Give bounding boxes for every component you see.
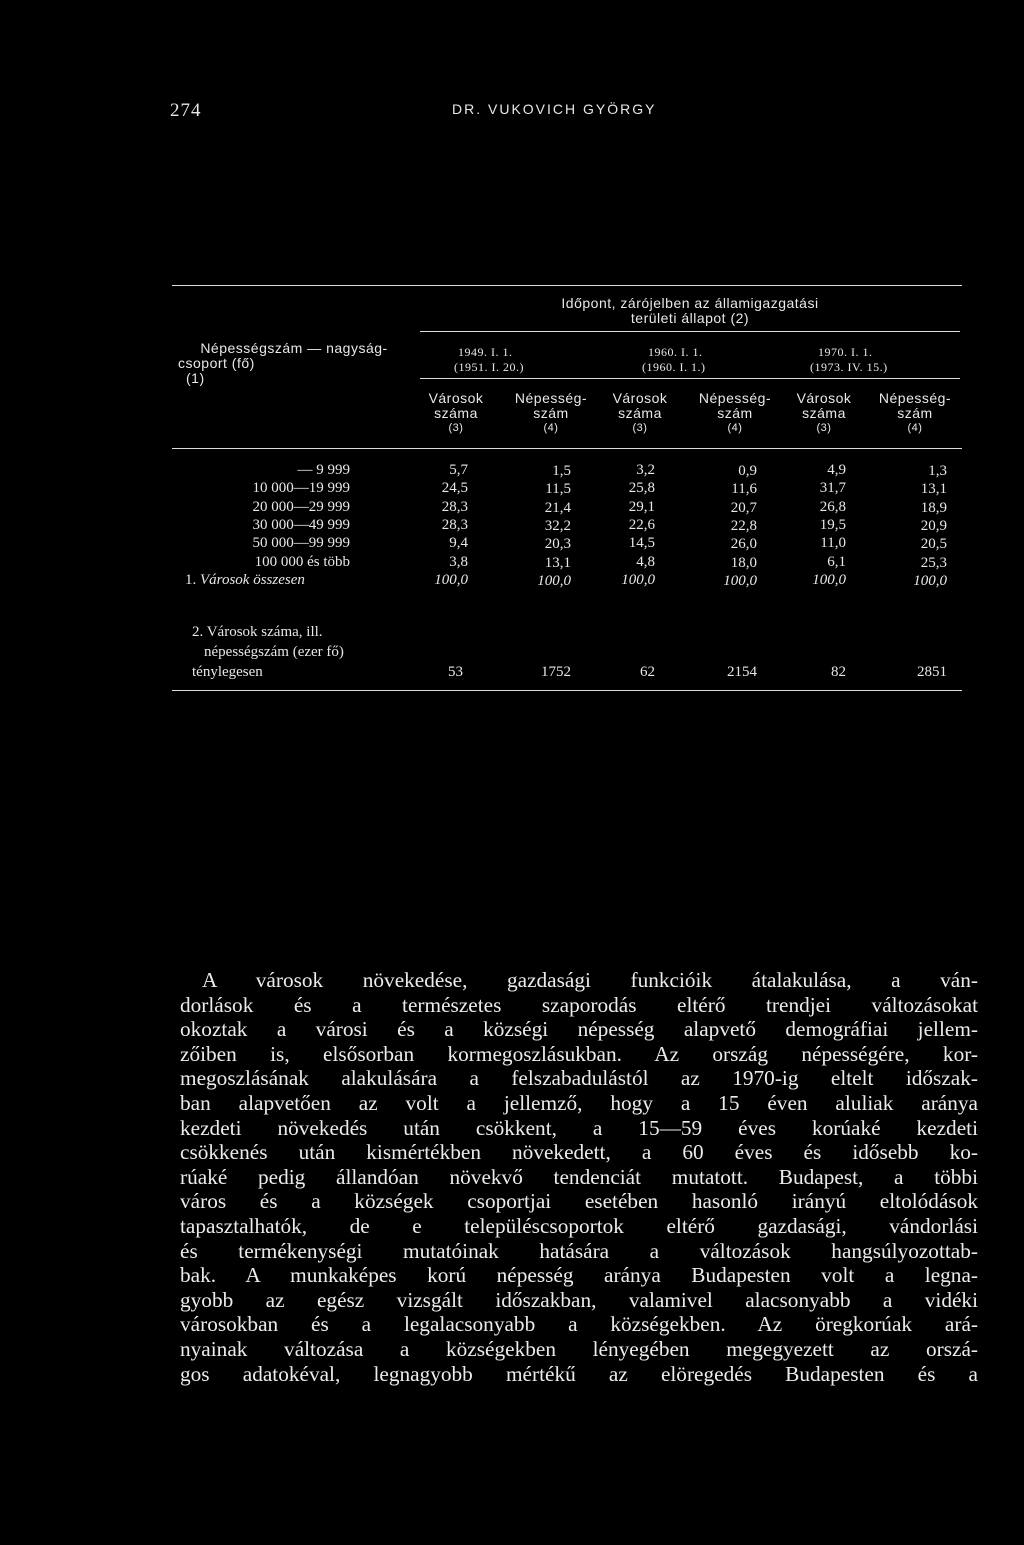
table-cell: 25,8 <box>628 480 655 497</box>
body-line: A városok növekedése, gazdasági funkcióik átalakulása, a ván- <box>202 968 978 992</box>
table-cell: 100,0 <box>434 571 468 588</box>
total-label-text: Városok összesen <box>200 571 305 588</box>
table-cell: 32,2 <box>544 517 571 534</box>
subheader-line1: Népesség- <box>514 390 588 406</box>
row-header-line2: csoport (fő) <box>178 355 255 371</box>
subheader-cities-1970 <box>786 391 862 436</box>
actual-cell: 2154 <box>727 664 757 680</box>
table-cell: 25,3 <box>920 554 947 571</box>
span-header-line1: Időpont, zárójelben az államigazgatási <box>561 295 819 311</box>
subheader-line3: (4) <box>727 422 743 434</box>
subheader-line3: (3) <box>632 422 648 434</box>
table-cell: 14,5 <box>628 535 655 552</box>
subheader-line3: (3) <box>816 422 832 434</box>
table-bottom-rule <box>172 690 962 691</box>
body-line: városokban és a legalacsonyabb a községekben. Az öregkorúak ará- <box>180 1312 978 1337</box>
subheader-pop-1949 <box>508 391 594 436</box>
body-line: ban alapvetően az volt a jellemző, hogy a 15 éven aluliak aránya <box>180 1090 978 1115</box>
date-1970-line2: (1973. IV. 15.) <box>810 360 888 374</box>
table-cell: 26,8 <box>819 498 846 515</box>
actual-label <box>192 622 344 682</box>
table-cell: 20,7 <box>730 499 757 516</box>
subheader-line1: Népesség- <box>698 390 772 406</box>
table-cell: 26,0 <box>730 536 757 553</box>
subheader-cities-1960 <box>604 391 676 436</box>
table-cell: 5,7 <box>449 462 468 478</box>
table-cell: 1,5 <box>552 463 571 479</box>
row-label: 30 000—49 999 <box>252 516 350 533</box>
body-line: zőiben is, elsősorban kormegoszlásukban. Az ország népességére, kor- <box>180 1041 978 1066</box>
date-header-1970 <box>810 345 950 375</box>
table-cell: 28,3 <box>441 516 468 533</box>
table-cell: 11,5 <box>545 481 571 498</box>
table-cell: 13,1 <box>920 481 947 498</box>
subheader-pop-1960 <box>690 391 780 436</box>
date-1949-line2: (1951. I. 20.) <box>454 360 524 374</box>
row-label: 100 000 és több <box>254 553 350 570</box>
actual-cell: 1752 <box>541 664 571 680</box>
table-top-rule <box>172 285 962 286</box>
table-cell: 11,6 <box>731 481 757 498</box>
body-line: gos adatokéval, legnagyobb mértékű az elöregedés Budapesten és a <box>180 1361 978 1386</box>
table-cell: 4,9 <box>827 462 846 478</box>
table-cell: 11,0 <box>820 535 846 552</box>
table-cell: 20,9 <box>920 517 947 534</box>
body-line: okoztak a városi és a községi népesség alapvető demográfiai jellem- <box>180 1017 978 1042</box>
subheader-line3: (3) <box>448 422 464 434</box>
subheader-line2: szám <box>897 405 933 421</box>
subheader-cities-1949 <box>420 391 492 436</box>
actual-label-line2: népességszám (ezer fő) <box>204 644 344 660</box>
subheader-line1: Városok <box>428 390 484 406</box>
row-label: 20 000—29 999 <box>252 498 350 515</box>
table-cell: 6,1 <box>827 553 846 570</box>
date-1970-line1: 1970. I. 1. <box>818 345 873 359</box>
table-cell: 18,9 <box>920 499 947 516</box>
table-cell: 4,8 <box>636 553 655 570</box>
body-line: bak. A munkaképes korú népesség aránya Budapesten volt a legna- <box>180 1263 978 1288</box>
table-cell: 3,8 <box>449 553 468 570</box>
header-bottom-rule <box>172 448 962 449</box>
running-head: DR. VUKOVICH GYÖRGY <box>452 101 657 117</box>
table-cell: 28,3 <box>441 498 468 515</box>
date-1960-line1: 1960. I. 1. <box>648 345 703 359</box>
row-label <box>185 572 305 589</box>
table-cell: 18,0 <box>730 554 757 571</box>
body-line: dorlások és a természetes szaporodás eltérő trendjei változásokat <box>180 992 978 1017</box>
body-line: nyainak változása a községekben lényegében megegyezett az orszá- <box>180 1336 978 1361</box>
table-cell: 100,0 <box>812 571 846 588</box>
subheader-line2: száma <box>618 405 662 421</box>
table-cell: 21,4 <box>544 499 571 516</box>
row-label: 10 000—19 999 <box>252 480 350 497</box>
table-cell: 22,8 <box>730 517 757 534</box>
actual-cell: 53 <box>448 664 463 680</box>
subheader-line3: (4) <box>543 422 559 434</box>
subheader-pop-1970 <box>870 391 960 436</box>
table-cell: 22,6 <box>628 516 655 533</box>
table-cell: 100,0 <box>913 572 947 589</box>
row-label: — 9 999 <box>297 462 350 478</box>
table-cell: 100,0 <box>621 571 655 588</box>
page-number: 274 <box>170 100 202 121</box>
date-1960-line2: (1960. I. 1.) <box>642 360 706 374</box>
row-header <box>172 341 416 386</box>
body-line: rúaké pedig állandóan növekvő tendenciát mutatott. Budapest, a többi <box>180 1164 978 1189</box>
subheader-line1: Városok <box>796 390 852 406</box>
body-line: tapasztalhatók, de e településcsoportok eltérő gazdasági, vándorlási <box>180 1213 978 1238</box>
table-cell: 19,5 <box>819 516 846 533</box>
subheader-line2: szám <box>533 405 569 421</box>
span-header-rule <box>420 331 960 332</box>
span-header <box>420 296 960 326</box>
actual-cell: 62 <box>640 664 655 680</box>
body-line: és termékenységi mutatóinak hatására a változások hangsúlyozottab- <box>180 1238 978 1263</box>
table-cell: 9,4 <box>449 535 468 552</box>
date-header-1960 <box>630 345 750 375</box>
actual-label-line1: 2. Városok száma, ill. <box>192 624 323 640</box>
table-cell: 29,1 <box>628 498 655 515</box>
body-line: megoszlásának alakulására a felszabadulástól az 1970-ig eltelt időszak- <box>180 1066 978 1091</box>
table-cell: 100,0 <box>537 572 571 589</box>
subheader-line2: szám <box>717 405 753 421</box>
row-label: 50 000—99 999 <box>252 535 350 552</box>
row-header-line1: Népességszám — nagyság- <box>200 340 388 356</box>
date-1949-line1: 1949. I. 1. <box>458 345 513 359</box>
table-cell: 31,7 <box>819 480 846 497</box>
table-cell: 20,5 <box>920 536 947 553</box>
actual-label-line3: ténylegesen <box>192 664 263 680</box>
table-cell: 24,5 <box>441 480 468 497</box>
date-header-1949 <box>430 345 580 375</box>
body-line: gyobb az egész vizsgált időszakban, valamivel alacsonyabb a vidéki <box>180 1287 978 1312</box>
table-cell: 13,1 <box>544 554 571 571</box>
body-line: csökkenés után kismértékben növekedett, a 60 éves és idősebb ko- <box>180 1140 978 1165</box>
table-cell: 20,3 <box>544 536 571 553</box>
actual-cell: 82 <box>831 664 846 680</box>
body-line: kezdeti növekedés után csökkent, a 15—59 éves korúaké kezdeti <box>180 1115 978 1140</box>
subheader-line3: (4) <box>907 422 923 434</box>
subheader-line1: Városok <box>612 390 668 406</box>
subheader-line2: száma <box>434 405 478 421</box>
table-cell: 0,9 <box>738 463 757 479</box>
total-label-prefix: 1. <box>185 571 200 588</box>
body-line: város és a községek csoportjai esetében hasonló irányú eltolódások <box>180 1189 978 1214</box>
span-header-line2: területi állapot (2) <box>630 310 750 326</box>
table-cell: 3,2 <box>636 462 655 478</box>
body-paragraph <box>180 968 978 1386</box>
subheader-line1: Népesség- <box>878 390 952 406</box>
table-cell: 1,3 <box>928 463 947 479</box>
row-header-line3: (1) <box>186 370 205 386</box>
subheader-line2: száma <box>802 405 846 421</box>
table-cell: 100,0 <box>723 572 757 589</box>
date-rule <box>420 378 960 379</box>
actual-cell: 2851 <box>917 664 947 680</box>
